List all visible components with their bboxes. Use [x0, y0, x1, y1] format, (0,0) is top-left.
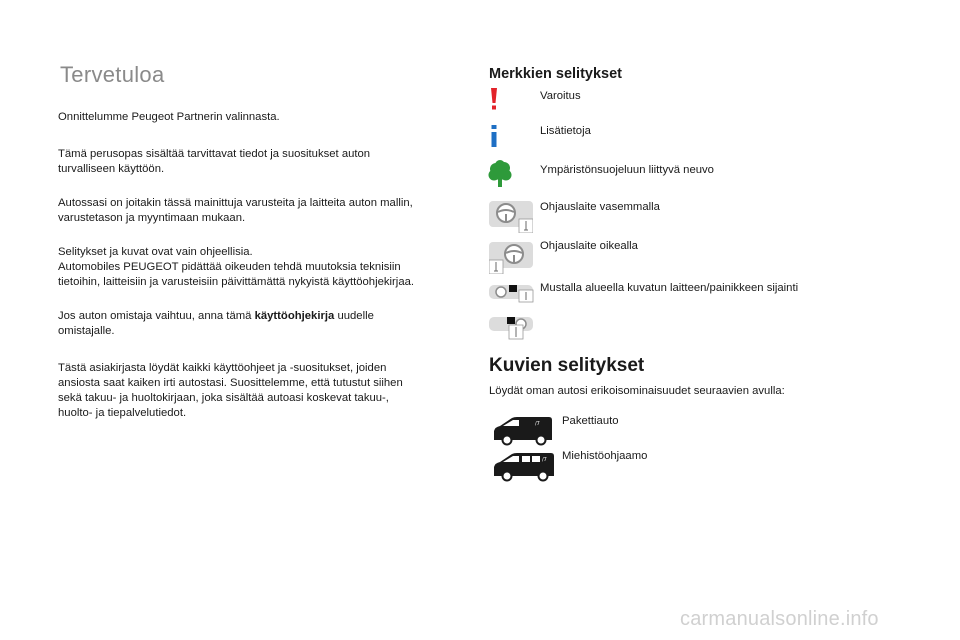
right-hand-drive-icon — [489, 238, 533, 274]
control-location-icon — [489, 281, 537, 343]
left-hand-drive-icon — [489, 197, 533, 233]
image-label-panel-van: Pakettiauto — [562, 415, 619, 427]
crew-cab-van-icon — [492, 450, 556, 482]
symbols-heading: Merkkien selitykset — [489, 66, 622, 82]
paragraph-disclaimer: Selitykset ja kuvat ovat vain ohjeellisia. Automobiles PEUGEOT pidättää oikeuden tehdä muutoksia teknisiin tietoihin, laitteisiin ja varusteisiin päivittämättä nykyistä käyttöohjekirjaa. — [58, 246, 415, 288]
bold-manual-term: käyttöohjekirja — [254, 310, 335, 322]
warning-exclamation-icon — [489, 87, 499, 111]
symbol-label-environment: Ympäristönsuojeluun liittyvä neuvo — [540, 164, 714, 176]
symbol-label-control-location: Mustalla alueella kuvatun laitteen/painikkeen sijainti — [540, 282, 799, 294]
images-heading: Kuvien selitykset — [489, 355, 645, 376]
image-label-crew-cab: Miehistöohjaamo — [562, 450, 648, 462]
symbol-label-info: Lisätietoja — [540, 125, 591, 137]
symbol-label-right-drive: Ohjauslaite oikealla — [540, 240, 638, 252]
watermark-text: carmanualsonline.info — [680, 608, 879, 630]
svg-text:/7: /7 — [542, 457, 547, 463]
tree-environment-icon — [487, 160, 513, 188]
symbol-label-left-drive: Ohjauslaite vasemmalla — [540, 201, 660, 213]
page-title: Tervetuloa — [60, 62, 165, 87]
paragraph-guide: Tämä perusopas sisältää tarvittavat tiedot ja suositukset auton turvalliseen käyttöön. — [58, 148, 371, 175]
paragraph-owner-change: Jos auton omistaja vaihtuu, anna tämä käyttöohjekirja uudelle omistajalle. — [58, 310, 374, 337]
info-icon — [489, 125, 499, 147]
panel-van-icon — [492, 414, 554, 446]
symbol-label-warning: Varoitus — [540, 90, 581, 102]
svg-text:/7: /7 — [535, 421, 540, 427]
paragraph-equipment: Autossasi on joitakin tässä mainittuja varusteita ja laitteita auton mallin, varustetason ja myyntimaan mukaan. — [58, 197, 413, 224]
intro-paragraph: Onnittelumme Peugeot Partnerin valinnasta. — [58, 111, 280, 123]
images-intro: Löydät oman autosi erikoisominaisuudet seuraavien avulla: — [489, 385, 785, 397]
paragraph-instructions: Tästä asiakirjasta löydät kaikki käyttöohjeet ja -suositukset, joiden ansiosta saat kaiken irti autostasi. Suosittelemme, että tutustut siihen sekä takuu- ja huoltokirjaan, joka sisältää autoasi koskevat takuu-, huolto- ja tiepalvelutiedot. — [58, 362, 403, 419]
